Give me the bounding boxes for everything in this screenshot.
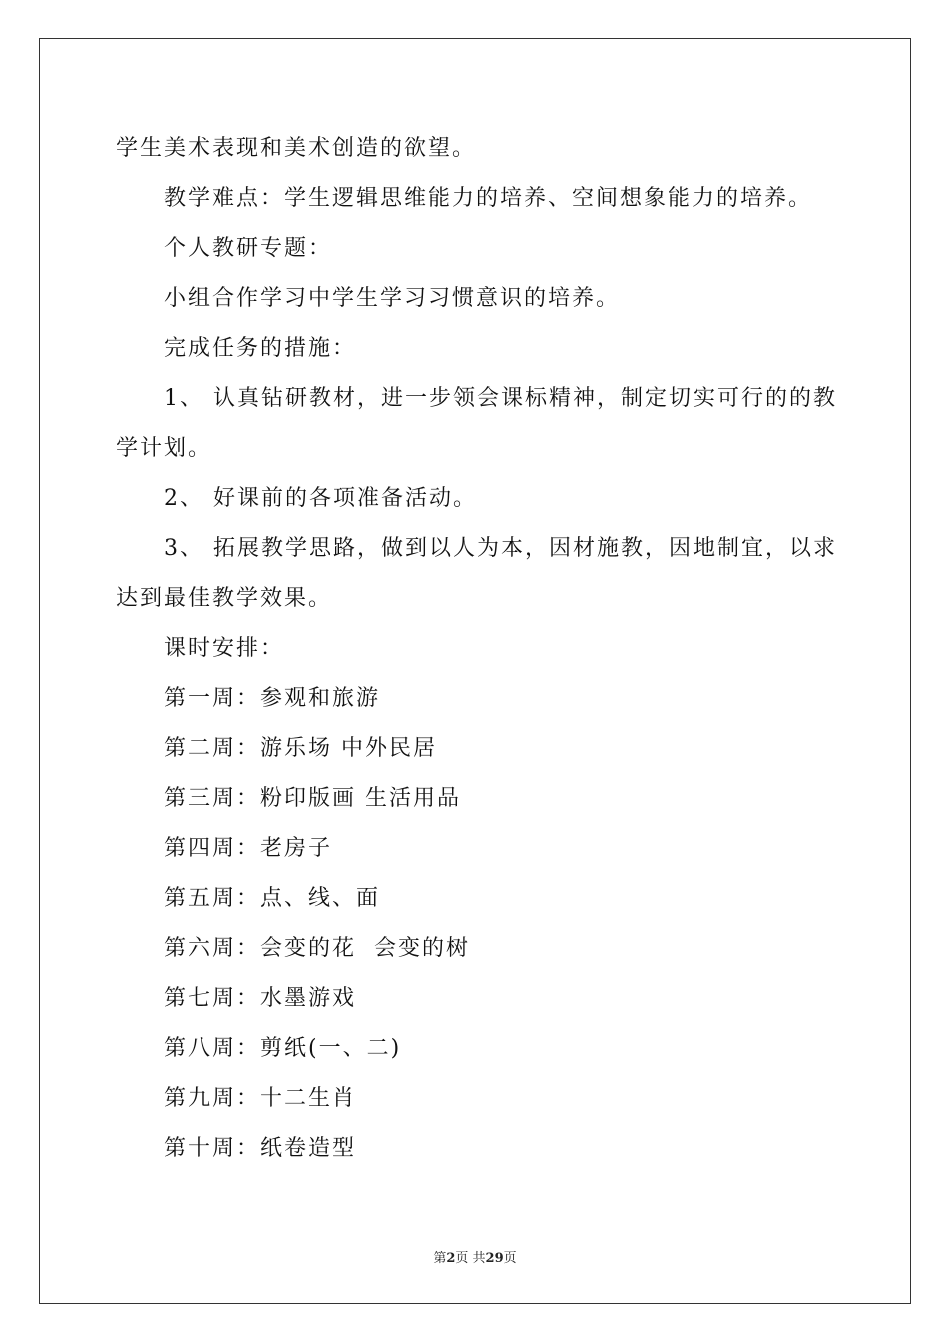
document-body bbox=[116, 124, 837, 1174]
schedule-item: 第十周：纸卷造型 bbox=[164, 1136, 357, 1161]
list-item: 3、 拓展教学思路，做到以人为本，因材施教，因地制宜，以求 bbox=[164, 536, 837, 561]
footer-suffix: 页 bbox=[503, 1251, 517, 1266]
text-line: 小组合作学习中学生学习习惯意识的培养。 bbox=[164, 286, 621, 311]
schedule-item: 第四周：老房子 bbox=[164, 836, 333, 861]
schedule-item: 第六周：会变的花 会变的树 bbox=[164, 936, 470, 961]
section-heading: 个人教研专题： bbox=[164, 236, 333, 261]
schedule-item: 第二周：游乐场 中外民居 bbox=[164, 736, 437, 761]
section-heading: 课时安排： bbox=[164, 636, 285, 661]
total-page-number: 29 bbox=[485, 1251, 504, 1266]
page-number-footer bbox=[0, 1247, 950, 1266]
text-line: 学计划。 bbox=[116, 436, 213, 461]
text-line: 学生美术表现和美术创造的欲望。 bbox=[116, 136, 477, 161]
schedule-item: 第一周：参观和旅游 bbox=[164, 686, 381, 711]
footer-prefix: 第 bbox=[433, 1251, 447, 1266]
list-item: 2、 好课前的各项准备活动。 bbox=[164, 486, 477, 511]
footer-mid: 页 共 bbox=[455, 1251, 486, 1266]
schedule-item: 第八周：剪纸(一、二) bbox=[164, 1036, 402, 1061]
section-heading: 完成任务的措施： bbox=[164, 336, 357, 361]
schedule-item: 第三周：粉印版画 生活用品 bbox=[164, 786, 461, 811]
schedule-item: 第五周：点、线、面 bbox=[164, 886, 381, 911]
list-item: 1、 认真钻研教材，进一步领会课标精神，制定切实可行的的教 bbox=[164, 386, 837, 411]
current-page-number: 2 bbox=[446, 1251, 456, 1266]
schedule-item: 第九周：十二生肖 bbox=[164, 1086, 357, 1111]
text-line: 达到最佳教学效果。 bbox=[116, 586, 333, 611]
schedule-item: 第七周：水墨游戏 bbox=[164, 986, 357, 1011]
text-line: 教学难点：学生逻辑思维能力的培养、空间想象能力的培养。 bbox=[164, 186, 813, 211]
